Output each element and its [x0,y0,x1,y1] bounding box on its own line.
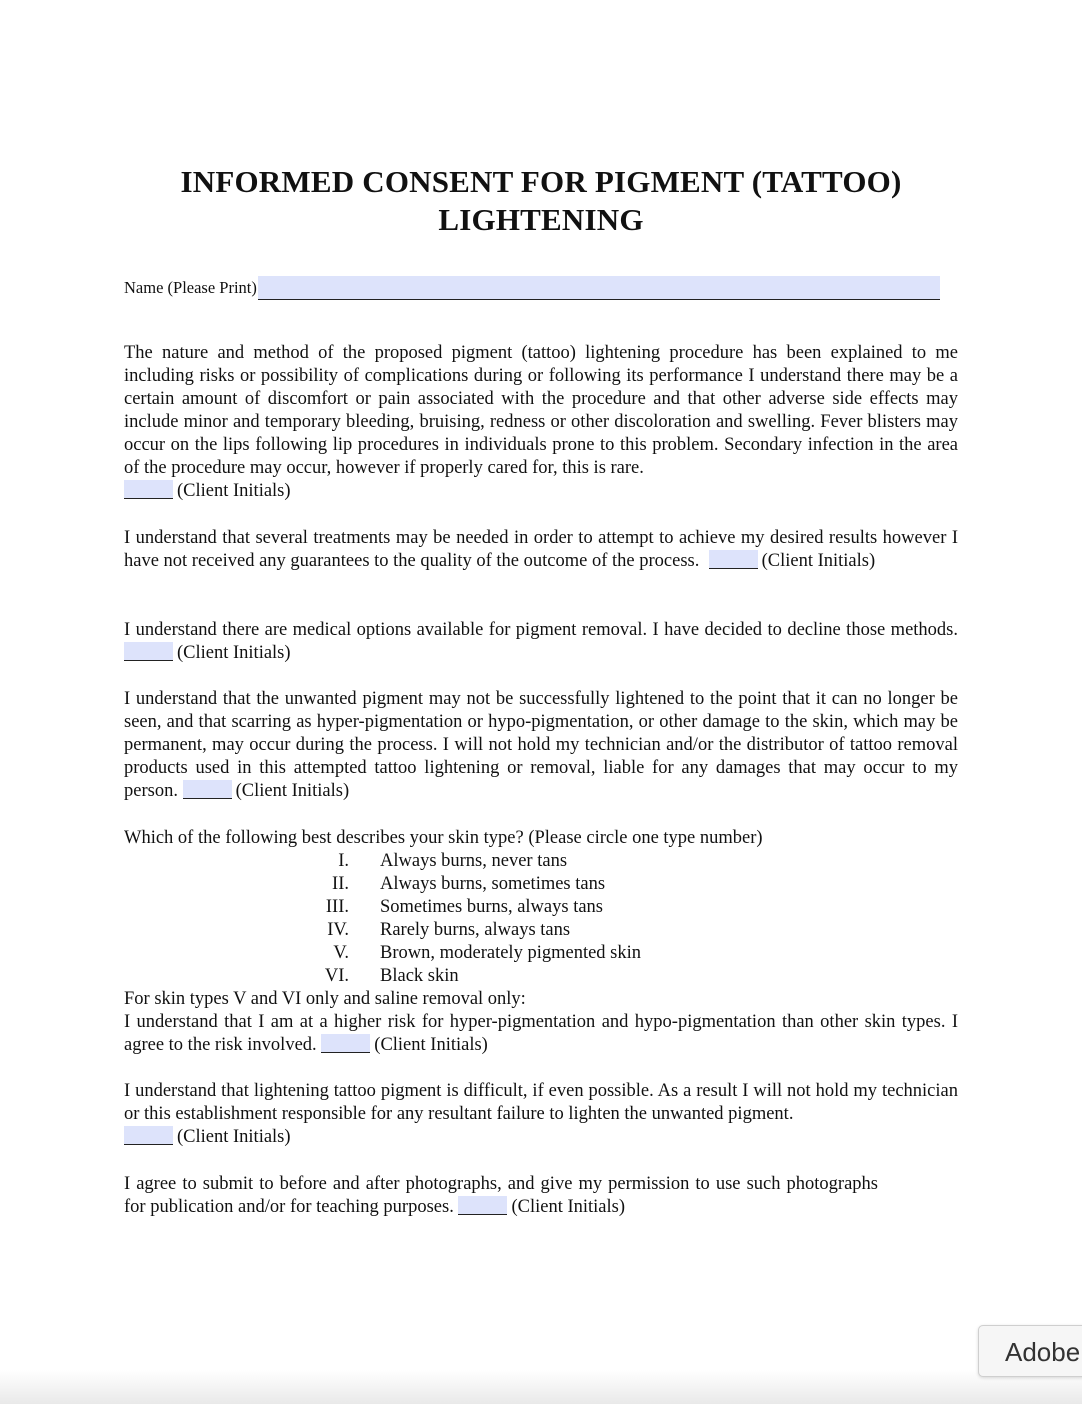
paragraph-higher-risk [124,1011,958,1057]
paragraph-difficulty [124,1080,958,1149]
skin-type-row[interactable] [124,896,958,919]
initials-field-7[interactable] [458,1196,507,1215]
paragraph-medical-options [124,619,958,665]
skin-type-number[interactable]: IV. [327,920,349,940]
skin-type-number[interactable]: V. [333,943,349,963]
paragraph-higher-risk-text: I understand that I am at a higher risk for hyper-pigmentation and hypo-pigmentation than other skin types. I agree to the risk involved. [124,1012,958,1055]
name-input[interactable] [258,276,940,300]
initials-label: (Client Initials) [235,781,350,801]
skin-type-description: Always burns, never tans [380,851,568,871]
adobe-button[interactable]: Adobe [978,1325,1082,1377]
paragraph-treatments [124,527,958,573]
paragraph-unwanted-pigment [124,688,958,803]
paragraph-risks-text: The nature and method of the proposed pigment (tattoo) lightening procedure has been explained to me including risks or possibility of complications during or following its performance I understand there may be a certain amount of discomfort or pain associated with the procedure and that other adverse side effects may include minor and temporary bleeding, bruising, redness or other discoloration and swelling. Fever blisters may occur on the lips following lip procedures in individuals prone to this problem. Secondary infection in the area of the procedure may occur, however if properly cared for, this is rare. [124,343,958,478]
initials-field-3[interactable] [124,642,173,661]
initials-field-4[interactable] [183,780,232,799]
paragraph-medical-options-text: I understand there are medical options available for pigment removal. I have decided to decline those methods. [124,620,958,640]
paragraph-photographs-text: I agree to submit to before and after photographs, and give my permission to use such photographs for publication and/or for teaching purposes. [124,1174,878,1217]
skin-type-note: For skin types V and VI only and saline removal only: [124,989,526,1009]
initials-label: (Client Initials) [177,481,291,501]
paragraph-unwanted-pigment-text: I understand that the unwanted pigment may not be successfully lightened to the point that it can no longer be seen, and that scarring as hyper-pigmentation or hypo-pigmentation, or other damage to the skin, which may be permanent, may occur during the process. I will not hold my technician and/or the distributor of tattoo removal products used in this attempted tattoo lightening or removal, liable for any damages that may occur to my person. [124,689,958,801]
viewer-bottom-edge [0,1370,1082,1404]
paragraph-risks [124,342,958,503]
paragraph-difficulty-text: I understand that lightening tattoo pigment is difficult, if even possible. As a result I will not hold my technician or this establishment responsible for any resultant failure to lighten the unwanted pigment. [124,1081,958,1124]
skin-type-row[interactable] [124,919,958,942]
skin-type-number[interactable]: I. [338,851,349,871]
skin-type-row[interactable] [124,873,958,896]
skin-type-row[interactable] [124,965,958,988]
title-line-2: LIGHTENING [438,202,644,237]
skin-type-row[interactable] [124,850,958,873]
initials-label: (Client Initials) [511,1197,626,1217]
skin-type-description: Brown, moderately pigmented skin [380,943,642,963]
initials-field-6[interactable] [124,1126,173,1145]
title-line-1: INFORMED CONSENT FOR PIGMENT (TATTOO) [180,164,902,199]
paragraph-photographs [124,1173,878,1219]
initials-label: (Client Initials) [761,551,876,571]
initials-field-2[interactable] [709,550,758,569]
skin-type-number[interactable]: VI. [324,966,349,986]
initials-field-1[interactable] [124,480,173,499]
initials-label: (Client Initials) [374,1035,488,1055]
initials-label: (Client Initials) [177,643,291,663]
name-label: Name (Please Print) [124,278,257,297]
name-row [124,276,940,300]
skin-type-description: Always burns, sometimes tans [380,874,606,894]
skin-type-description: Rarely burns, always tans [380,920,571,940]
initials-label: (Client Initials) [177,1127,291,1147]
skin-type-question: Which of the following best describes your skin type? (Please circle one type number) [124,828,763,848]
initials-field-5[interactable] [321,1034,370,1053]
document-title [124,163,958,239]
skin-type-row[interactable] [124,942,958,965]
skin-type-list [124,850,958,988]
skin-type-number[interactable]: III. [325,897,349,917]
skin-type-number[interactable]: II. [332,874,349,894]
skin-type-description: Black skin [380,966,459,986]
paragraph-treatments-text: I understand that several treatments may be needed in order to attempt to achieve my desired results however I have not received any guarantees to the quality of the outcome of the process. [124,528,958,571]
skin-type-description: Sometimes burns, always tans [380,897,604,917]
